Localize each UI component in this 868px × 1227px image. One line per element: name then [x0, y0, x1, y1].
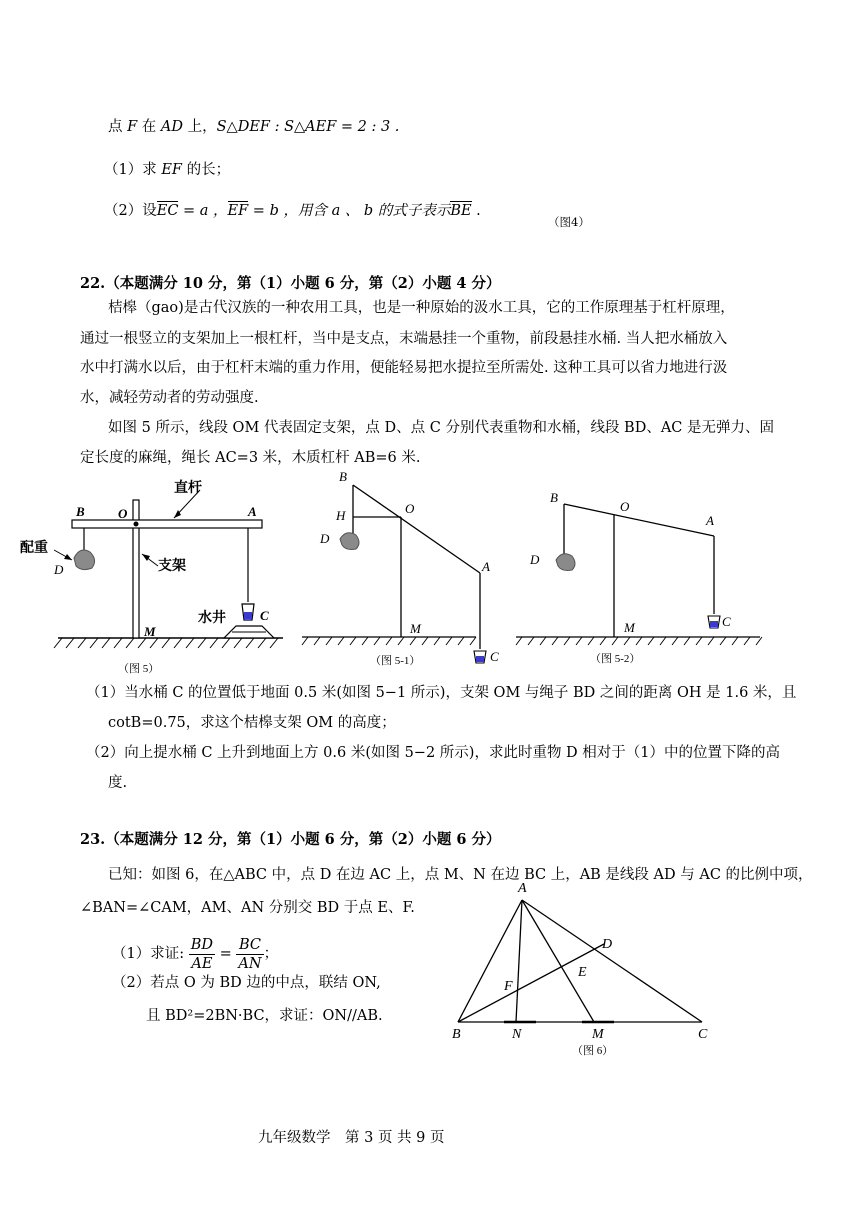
fig5-label-A: A [248, 504, 257, 519]
figure-5-1 [290, 465, 510, 675]
fig6-label-F: F [504, 979, 513, 994]
fig5-label-B: B [76, 504, 85, 519]
fig51-label-D: D [320, 531, 330, 546]
fig4-caption: （图4） [548, 215, 590, 229]
page-footer: 九年级数学 第 3 页 共 9 页 [258, 1130, 445, 1146]
q22-para2-line2: 定长度的麻绳，绳长 AC=3 米，木质杠杆 AB=6 米. [80, 450, 421, 466]
fig5-label-D: D [54, 562, 64, 577]
fraction-bd-ae: $\frac{BD}{AE}$ [190, 936, 214, 972]
area-ratio: S△DEF : S△AEF = 2 : 3 . [216, 119, 400, 135]
fig5-label-O: O [118, 506, 128, 521]
q22-para1-line4: 水，减轻劳动者的劳动强度. [80, 390, 259, 406]
fig52-label-D: D [530, 552, 540, 567]
q22-para1-line1: 桔槔（gao)是古代汉族的一种农用工具，也是一种原始的汲水工具，它的工作原理基于杠杆原理， [108, 300, 735, 316]
fig6-label-M: M [592, 1027, 604, 1042]
figure-5-2 [510, 480, 770, 670]
fig52-label-B: B [550, 490, 558, 505]
fig51-label-O: O [405, 501, 415, 516]
fig52-caption: （图 5-2） [590, 653, 641, 665]
q21-part2: （2）设 EC = a ， EF = b ，用含 a 、 b 的式子表示 BE . [104, 203, 481, 219]
fig5-label-shuijing: 水井 [198, 611, 226, 626]
q22-part1-line1: （1）当水桶 C 的位置低于地面 0.5 米(如图 5−1 所示)，支架 OM 与绳子 BD 之间的距离 OH 是 1.6 米，且 [86, 685, 797, 701]
fig52-label-C: C [722, 614, 731, 629]
fig52-label-O: O [620, 499, 630, 514]
q23-line1: 已知：如图 6，在△ABC 中，点 D 在边 AC 上，点 M、N 在边 BC 上，AB 是线段 AD 与 AC 的比例中项， [108, 867, 813, 883]
fig6-label-E: E [578, 965, 587, 980]
q22-para2-line1: 如图 5 所示，线段 OM 代表固定支架，点 D、点 C 分别代表重物和水桶，线段 BD、AC 是无弹力、固 [108, 420, 775, 436]
fig52-label-A: A [706, 513, 714, 528]
fig51-label-C: C [490, 649, 499, 664]
fig5-label-zhijia: 支架 [158, 559, 186, 574]
fig51-label-H: H [336, 508, 346, 523]
fig5-label-peizhong: 配重 [20, 541, 48, 556]
fig5-label-M: M [144, 624, 156, 639]
fig6-label-B: B [452, 1027, 461, 1042]
q21-intro: 点 F 在 AD 上，S△DEF : S△AEF = 2 : 3 . [108, 119, 400, 135]
fig51-caption: （图 5-1） [370, 655, 421, 667]
q22-header: 22.（本题满分 10 分，第（1）小题 6 分，第（2）小题 4 分） [80, 275, 501, 292]
q23-part2-line2: 且 BD²=2BN·BC，求证：ON//AB. [146, 1008, 383, 1024]
q22-para1-line2: 通过一根竖立的支架加上一根杠杆，当中是支点，末端悬挂一个重物，前段悬挂水桶. 当人把水桶放入 [80, 331, 728, 347]
q22-part2-line2: 度. [108, 775, 128, 791]
q23-part2-line1: （2）若点 O 为 BD 边的中点，联结 ON, [112, 975, 381, 991]
fig6-caption: （图 6） [572, 1045, 614, 1057]
q23-part1: （1）求证: $\frac{BD}{AE}$ = $\frac{BC}{AN}$ ； [112, 936, 279, 972]
figure-5 [0, 470, 300, 680]
fraction-bc-an: $\frac{BC}{AN}$ [238, 936, 262, 972]
q23-header: 23.（本题满分 12 分，第（1）小题 6 分，第（2）小题 6 分） [80, 831, 501, 848]
fig6-label-N: N [512, 1027, 522, 1042]
fig51-label-M: M [410, 621, 421, 636]
fig52-label-M: M [624, 620, 635, 635]
fig51-label-B: B [339, 469, 347, 484]
fig6-label-A: A [518, 881, 527, 896]
q23-line2: ∠BAN=∠CAM，AM、AN 分别交 BD 于点 E、F. [80, 900, 415, 916]
fig6-label-C: C [698, 1027, 708, 1042]
fig51-label-A: A [482, 559, 490, 574]
fig5-caption: （图 5） [118, 663, 160, 675]
q22-part2-line1: （2）向上提水桶 C 上升到地面上方 0.6 米(如图 5−2 所示)，求此时重物 D 相对于（1）中的位置下降的高 [86, 745, 781, 761]
fig5-label-C: C [260, 608, 269, 623]
fig5-label-zhigan: 直杆 [174, 481, 202, 496]
figure-6 [440, 872, 730, 1062]
q22-part1-line2: cotB=0.75，求这个桔槔支架 OM 的高度； [108, 715, 396, 731]
q22-para1-line3: 水中打满水以后，由于杠杆末端的重力作用，便能轻易把水提拉至所需处. 这种工具可以省力地进行汲 [80, 360, 728, 376]
fig6-label-D: D [602, 937, 613, 952]
q21-part1: （1）求 EF 的长； [104, 162, 231, 178]
